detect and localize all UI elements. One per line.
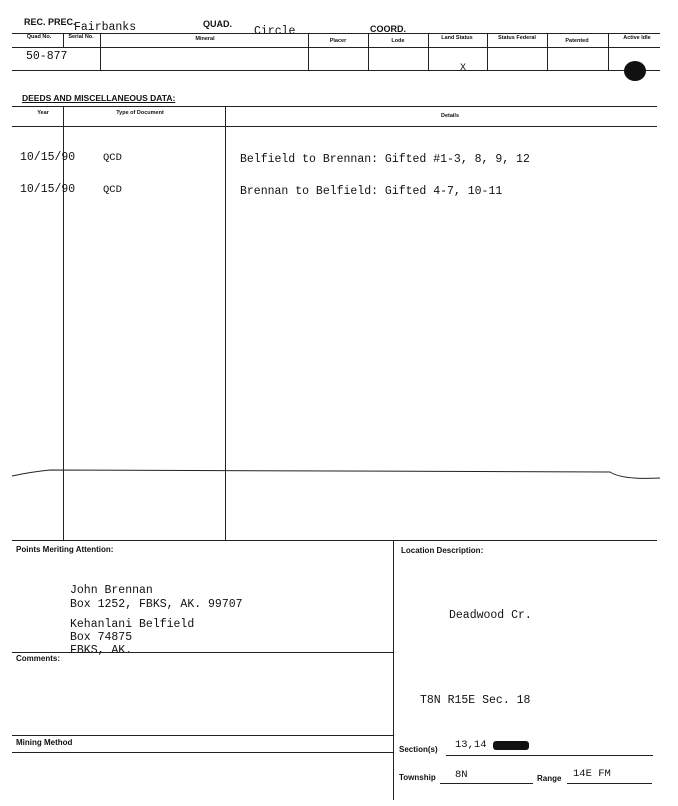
range-label: Range: [537, 774, 562, 783]
range-underline: [567, 783, 652, 784]
deed-year: 10/15/90: [20, 151, 76, 164]
points-line: John Brennan: [70, 584, 153, 597]
header-col-divider: [63, 33, 64, 47]
quad-label: QUAD.: [203, 19, 232, 29]
township-value: 8N: [455, 769, 468, 781]
deeds-line-top: [12, 106, 657, 107]
land-status-mark: X: [460, 63, 467, 74]
col-lode: Lode: [391, 38, 405, 44]
comments-label: Comments:: [16, 654, 61, 663]
redacted-mark: [493, 741, 529, 750]
mining-method-line-bottom: [12, 752, 393, 753]
quad-value: Circle: [254, 25, 296, 38]
col-land-status: Land Status: [441, 35, 473, 41]
deed-type: QCD: [103, 152, 122, 164]
table-cut-line: [0, 458, 678, 488]
location-label: Location Description:: [401, 546, 484, 555]
active-marker-dot: [624, 61, 646, 81]
deed-details: Brennan to Belfield: Gifted 4-7, 10-11: [240, 185, 503, 198]
comments-line: [12, 652, 393, 653]
header-col-divider: [428, 33, 429, 70]
header-line-bottom: [12, 70, 660, 71]
header-col-divider: [100, 33, 101, 70]
deed-type: QCD: [103, 184, 122, 196]
location-trs: T8N R15E Sec. 18: [420, 694, 531, 707]
col-year: Year: [37, 110, 49, 116]
header-col-divider: [608, 33, 609, 70]
mining-method-label: Mining Method: [16, 738, 73, 747]
col-status-federal: Status Federal: [498, 35, 536, 41]
township-label: Township: [399, 773, 436, 782]
points-line: FBKS, AK.: [70, 644, 133, 657]
rec-prec-value: Fairbanks: [74, 21, 137, 34]
sections-underline: [446, 755, 653, 756]
deed-year: 10/15/90: [20, 183, 76, 196]
col-active-idle: Active Idle: [623, 35, 651, 41]
bottom-col-divider: [393, 540, 394, 800]
sections-label: Section(s): [399, 745, 438, 754]
points-line: Kehanlani Belfield: [70, 618, 195, 631]
col-mineral: Mineral: [195, 36, 215, 42]
col-type: Type of Document: [116, 110, 164, 116]
mining-method-line-top: [12, 735, 393, 736]
points-label: Points Meriting Attention:: [16, 545, 114, 554]
header-col-divider: [487, 33, 488, 70]
sections-value: 13,14: [455, 739, 487, 751]
header-col-divider: [368, 33, 369, 70]
deed-details: Belfield to Brennan: Gifted #1-3, 8, 9, 12: [240, 153, 530, 166]
coord-label: COORD.: [370, 24, 406, 34]
col-placer: Placer: [329, 38, 347, 44]
col-details: Details: [440, 113, 460, 119]
points-line: Box 1252, FBKS, AK. 99707: [70, 598, 243, 611]
header-form: [0, 0, 678, 90]
col-quad-no: Quad No.: [26, 34, 52, 40]
header-col-divider: [547, 33, 548, 70]
range-value: 14E FM: [573, 768, 611, 780]
col-serial-no: Serial No.: [68, 34, 94, 40]
township-underline: [440, 783, 533, 784]
header-col-divider: [308, 33, 309, 70]
col-patented: Patented: [565, 38, 589, 44]
deeds-line-header: [12, 126, 657, 127]
quad-no-value: 50-877: [26, 50, 68, 63]
header-line-mid: [12, 47, 660, 48]
bottom-line-top: [12, 540, 657, 541]
header-line-top: [12, 33, 660, 34]
points-line: Box 74875: [70, 631, 133, 644]
rec-prec-label: REC. PREC.: [24, 17, 76, 27]
deeds-section-title: DEEDS AND MISCELLANEOUS DATA:: [22, 93, 176, 103]
location-creek: Deadwood Cr.: [449, 609, 532, 622]
